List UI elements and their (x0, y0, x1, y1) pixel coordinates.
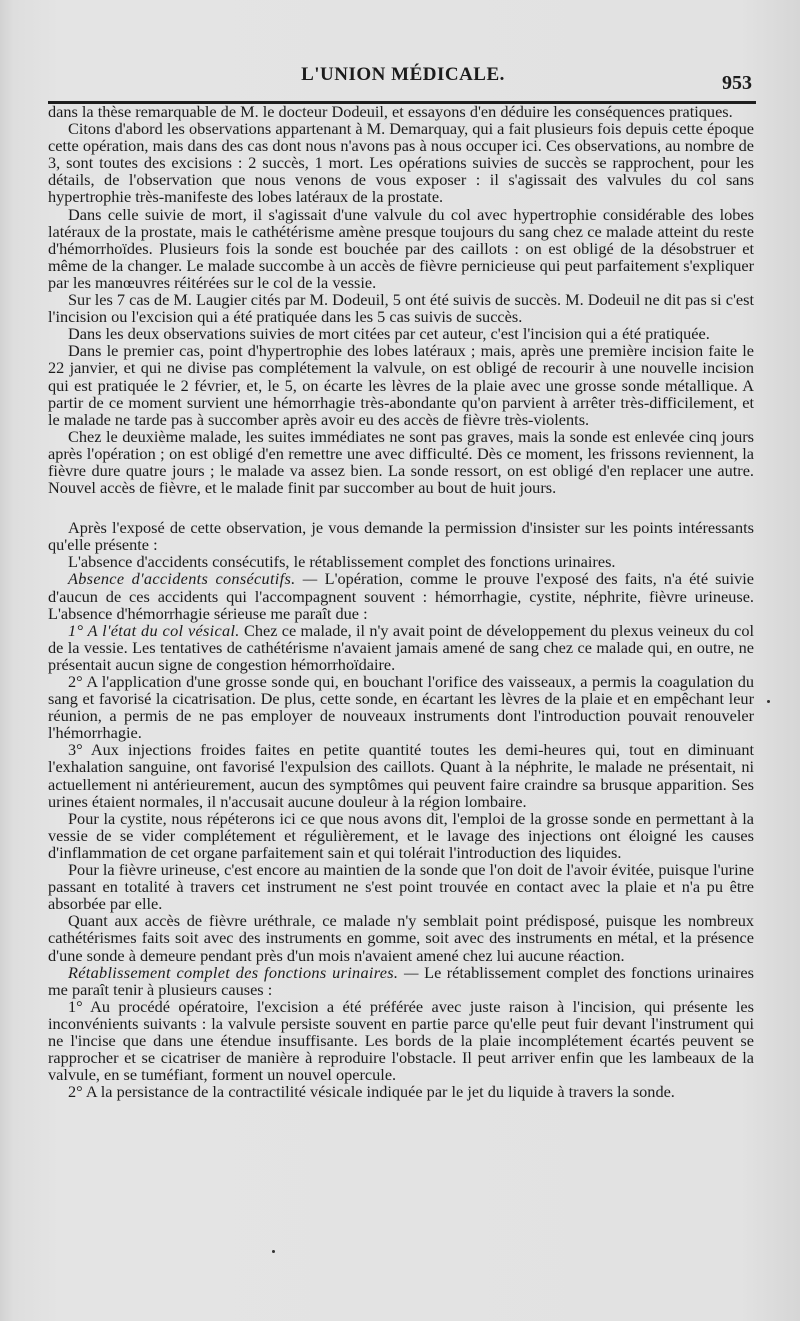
paragraph: Après l'exposé de cette observation, je vous demande la permission d'insister sur les points intéressants qu'elle présente : (48, 518, 754, 555)
paragraph (48, 622, 754, 673)
paragraph: 2° A la persistance de la contractilité vésicale indiquée par le jet du liquide à travers la sonde. (68, 1082, 675, 1102)
paragraph: Dans les deux observations suivies de mort citées par cet auteur, c'est l'incision qui a été pratiquée. (68, 324, 710, 344)
paragraph: Citons d'abord les observations appartenant à M. Demarquay, qui a fait plusieurs fois depuis cette époque cette opération, mais dans des cas dont nous n'avons pas à nous occuper ici. Ces observations, au nombre de 3, sont toutes des excisions : 2 succès, 1 mort. Les opérations suivies de succès se rapprochent, pour les détails, de l'observation que nous venons de vous exposer : il s'agissait des valvules du col sans hypertrophie très-manifeste des lobes latéraux de la prostate. (48, 119, 754, 207)
margin-speck (767, 700, 770, 703)
paragraph: 3° Aux injections froides faites en petite quantité toutes les demi-heures qui, tout en diminuant l'exhalation sanguine, ont favorisé l'expulsion des caillots. Quant à la néphrite, le malade ne présentait, ni actuellement ni antérieurement, aucun des symptômes qui peuvent faire craindre sa brusque apparition. Ses urines étaient normales, il n'accusait aucune douleur à la région lombaire. (48, 740, 754, 811)
page-number: 953 (722, 72, 752, 94)
paragraph: Chez le deuxième malade, les suites immédiates ne sont pas graves, mais la sonde est enlevée cinq jours après l'opération ; on est obligé d'en remettre une avec difficulté. Dès ce moment, les frissons reviennent, la fièvre dure quatre jours ; le malade va assez bien. La sonde ressort, on est obligé d'en replacer une autre. Nouvel accès de fièvre, et le malade finit par succomber au bout de huit jours. (48, 426, 754, 498)
paragraph (48, 570, 754, 621)
paragraph: L'absence d'accidents consécutifs, le rétablissement complet des fonctions urinaires. (68, 552, 616, 572)
page-header (48, 58, 758, 94)
paragraph (48, 964, 754, 998)
paragraph: Sur les 7 cas de M. Laugier cités par M. Dodeuil, 5 ont été suivis de succès. M. Dodeuil ne dit pas si c'est l'incision ou l'excision qui a été pratiquée dans les 5 cas suivis de succès. (48, 290, 754, 327)
paragraph: dans la thèse remarquable de M. le docteur Dodeuil, et essayons d'en déduire les conséquences pratiques. (48, 102, 733, 121)
paragraph-text: Le rétablissement complet des fonctions urinaires me paraît tenir à plusieurs causes : (48, 962, 754, 999)
paragraph-text: L'opération, comme le prouve l'exposé des faits, n'a été suivie d'aucun de ces accidents qui l'accompagnent souvent : hémorrhagie, cystite, néphrite, fièvre urineuse. L'absence d'hémorrhagie sérieuse me paraît due : (48, 569, 754, 623)
point-heading-col-vesical: 1° A l'état du col vésical. (68, 620, 240, 640)
paragraph: Pour la fièvre urineuse, c'est encore au maintien de la sonde que l'on doit de l'avoir évitée, puisque l'urine passant en totalité à travers cet instrument ne s'est point trouvée en contact avec la plaie et n'a pu être absorbée par elle. (48, 860, 754, 914)
section-heading-retablissement: Rétablissement complet des fonctions urinaires. — (68, 962, 419, 982)
paragraph: 2° A l'application d'une grosse sonde qui, en bouchant l'orifice des vaisseaux, a permis la coagulation du sang et favorisé la cicatrisation. De plus, cette sonde, en écartant les lèvres de la plaie et en empêchant leur réunion, a permis de ne pas employer de nouveaux instruments dont l'introduction pouvait renouveler l'hémorrhagie. (48, 672, 754, 743)
paragraph: Dans celle suivie de mort, il s'agissait d'une valvule du col avec hypertrophie considérable des lobes latéraux de la prostate, mais le cathétérisme amène presque toujours du sang chez ce malade atteint du reste d'hémorrhoïdes. Plusieurs fois la sonde est bouchée par des caillots : on est obligé de la désobstruer et même de la changer. Le malade succombe à un accès de fièvre pernicieuse qui peut parfaitement s'expliquer par les manœuvres réitérées sur le col de la vessie. (48, 204, 754, 292)
section-heading-absence: Absence d'accidents consécutifs. — (68, 569, 318, 589)
paragraph: Dans le premier cas, point d'hypertrophie des lobes latéraux ; mais, après une première incision faite le 22 janvier, et qui ne divise pas complétement la valvule, on est obligé de recourir à une nouvelle incision qui est pratiquée le 2 février, et, le 5, on écarte les lèvres de la plaie avec une grosse sonde métallique. A partir de ce moment survient une hémorrhagie très-abondante qu'on parvient à arrêter très-difficilement, et le malade ne tarde pas à succomber après avoir eu des accès de fièvre très-violents. (48, 341, 754, 429)
paragraph: Quant aux accès de fièvre uréthrale, ce malade n'y semblait point prédisposé, puisque les nombreux cathétérismes faits soit avec des instruments en gomme, soit avec des instruments en métal, et la présence d'une sonde à demeure pendant près d'un mois n'avaient amené chez lui aucune réaction. (48, 911, 754, 965)
paragraph-text: Chez ce malade, il n'y avait point de développement du plexus veineux du col de la vessie. Les tentatives de cathétérisme n'avaient jamais amené de sang chez ce malade qui, en outre, ne présentait aucun signe de congestion hémorrhoïdaire. (48, 620, 754, 674)
margin-speck (272, 1250, 275, 1253)
article-body (48, 103, 754, 1100)
paragraph: Pour la cystite, nous répéterons ici ce que nous avons dit, l'emploi de la grosse sonde en permettant à la vessie de se vider complétement et régulièrement, et le lavage des injections ont éloigné les causes d'inflammation de cet organe parfaitement sain et qui tolérait l'introduction des liquides. (48, 808, 754, 862)
running-title: L'UNION MÉDICALE. (301, 64, 505, 85)
paragraph: 1° Au procédé opératoire, l'excision a été préférée avec juste raison à l'incision, qui présente les inconvénients suivants : la valvule persiste souvent en partie parce qu'elle peut fuir devant l'instrument qui ne l'incise que dans une étendue insuffisante. Les bords de la plaie incomplétement écartés peuvent se rapprocher et se cicatriser de manière à reproduire l'obstacle. Il peut arriver enfin que les lambeaux de la valvule, en se tuméfiant, forment un nouvel opercule. (48, 996, 754, 1085)
